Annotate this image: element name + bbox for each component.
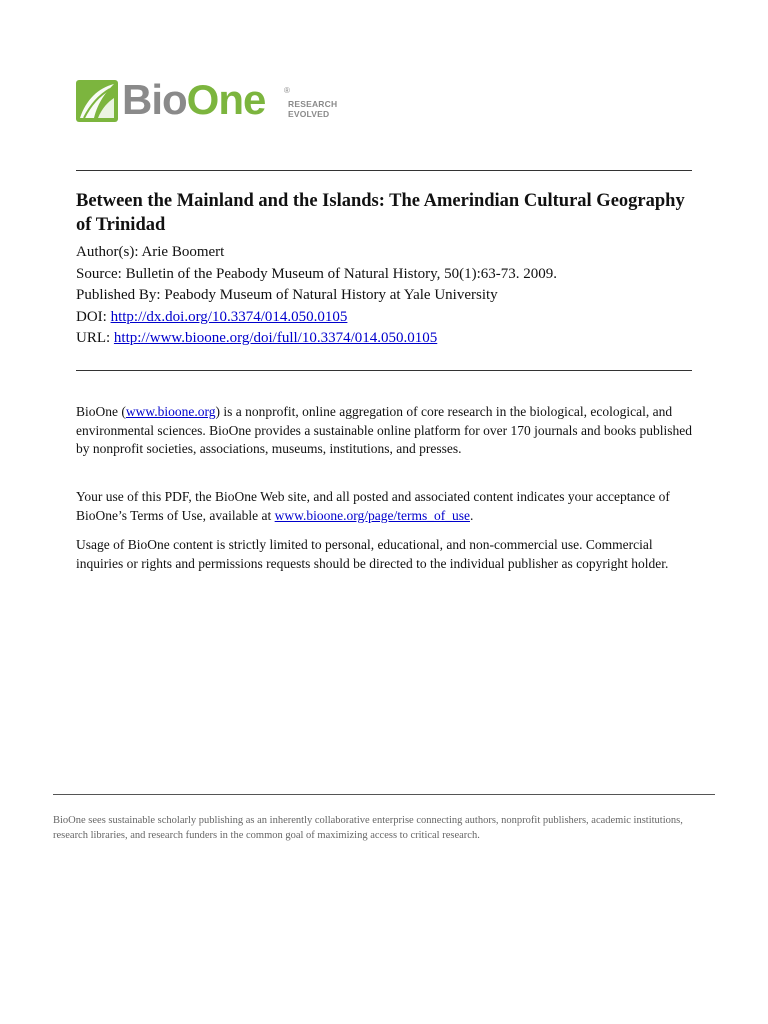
footer-text: BioOne sees sustainable scholarly publishing as an inherently collaborative enterprise connecting authors, nonprofit publishers, academic institutions, research libraries, and research funders in the common goal of maximizing access to critical research. xyxy=(53,815,683,841)
middle-divider xyxy=(76,370,692,371)
url-link[interactable]: http://www.bioone.org/doi/full/10.3374/014.050.0105 xyxy=(113,330,438,346)
bioone-logo xyxy=(76,76,366,124)
article-title: Between the Mainland and the Islands: The Amerindian Cultural Geography of Trinidad xyxy=(76,191,685,235)
terms-paragraph xyxy=(76,488,696,525)
doi-label: DOI: xyxy=(76,308,107,325)
terms-text-end: . xyxy=(469,507,474,523)
authors-value: Arie Boomert xyxy=(141,244,225,260)
bioone-leaf-icon xyxy=(76,80,118,122)
logo-tagline xyxy=(288,99,337,119)
top-divider xyxy=(76,170,692,171)
about-text-end: ) is a nonprofit, online aggregation of core research in the biological, ecological, and environmental sciences. BioOne provides a sustainable online platform for over 170 journals and books published by nonprofit societies, associations, museums, institutions, and presses. xyxy=(76,404,692,456)
publisher-label: Published By: xyxy=(76,287,161,303)
article-metadata xyxy=(76,242,696,350)
terms-text-start: Your use of this PDF, the BioOne Web site, and all posted and associated content indicates your acceptance of BioOne’s Terms of Use, available at xyxy=(76,489,670,523)
source-value: Bulletin of the Peabody Museum of Natural History, 50(1):63-73. 2009. xyxy=(125,265,558,282)
footer-divider xyxy=(53,794,715,795)
url-line xyxy=(76,328,696,350)
bioone-home-link[interactable]: www.bioone.org xyxy=(125,404,216,419)
logo-registered-mark: ® xyxy=(284,86,290,95)
logo-wordmark xyxy=(122,76,265,124)
publisher-value: Peabody Museum of Natural History at Yale University xyxy=(164,287,498,303)
source-line xyxy=(76,264,696,286)
source-label: Source: xyxy=(76,265,122,282)
authors-label: Author(s): xyxy=(76,244,139,260)
usage-paragraph: Usage of BioOne content is strictly limited to personal, educational, and non-commercial use. Commercial inquiries or rights and permissions requests should be directed to the individual publisher as copyright holder. xyxy=(76,537,669,571)
terms-of-use-link[interactable]: www.bioone.org/page/terms_of_use xyxy=(274,507,470,523)
logo-one: One xyxy=(186,76,266,123)
about-paragraph xyxy=(76,403,696,459)
logo-tagline-line2: EVOLVED xyxy=(288,109,330,119)
logo-bio: Bio xyxy=(122,76,187,123)
url-label: URL: xyxy=(76,330,111,346)
about-text-start: BioOne ( xyxy=(76,404,126,419)
logo-tagline-line1: RESEARCH xyxy=(288,99,338,109)
doi-link[interactable]: http://dx.doi.org/10.3374/014.050.0105 xyxy=(110,308,348,325)
doi-line xyxy=(76,307,696,329)
publisher-line xyxy=(76,285,696,307)
authors-line xyxy=(76,242,696,264)
